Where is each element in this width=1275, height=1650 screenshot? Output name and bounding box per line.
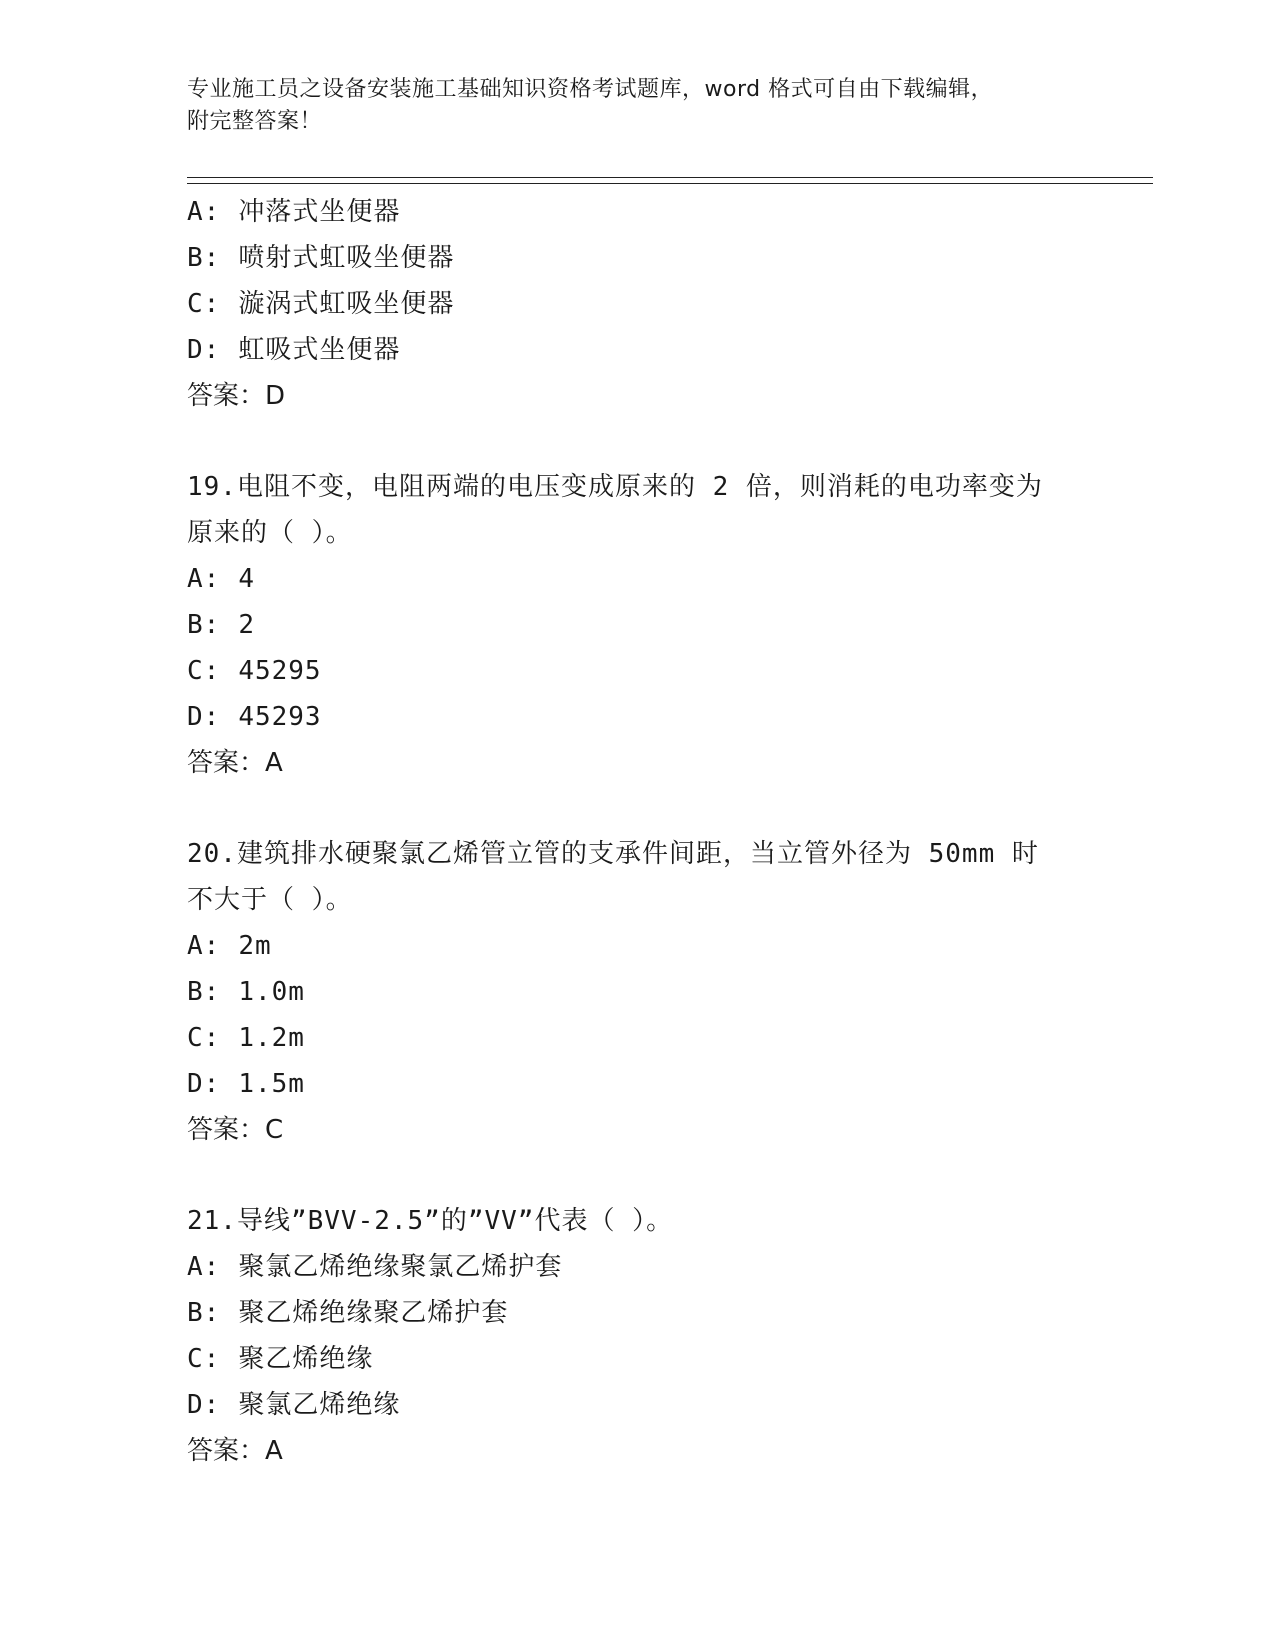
option-text: 虹吸式坐便器 (238, 335, 401, 365)
option-label: D: (187, 702, 221, 732)
option-text: 2 (238, 610, 255, 640)
option-text: 聚乙烯绝缘 (238, 1344, 374, 1374)
option-label: D: (187, 1390, 221, 1420)
option-label: C: (187, 1344, 221, 1374)
option-c (187, 648, 1147, 694)
option-label: A: (187, 931, 221, 961)
question-text-line: 21.导线”BVV-2.5”的”VV”代表（ ）。 (187, 1206, 674, 1236)
option-text: 45293 (238, 702, 322, 732)
option-label: B: (187, 1298, 221, 1328)
question-block-21 (187, 1198, 1147, 1474)
document-header (187, 74, 1067, 138)
option-label: B: (187, 977, 221, 1007)
option-text: 聚乙烯绝缘聚乙烯护套 (238, 1298, 509, 1328)
question-list (187, 189, 1147, 1474)
option-text: 1.2m (238, 1023, 305, 1053)
question-block-18 (187, 189, 1147, 419)
option-c (187, 1336, 1147, 1382)
question-text-line: 不大于（ ）。 (187, 885, 353, 915)
header-line-2: 附完整答案！ (187, 109, 323, 134)
option-text: 聚氯乙烯绝缘聚氯乙烯护套 (238, 1252, 563, 1282)
header-line-1: 专业施工员之设备安装施工基础知识资格考试题库，word 格式可自由下载编辑， (187, 77, 994, 102)
option-label: B: (187, 610, 221, 640)
question-block-19 (187, 464, 1147, 786)
question-text-line: 原来的（ ）。 (187, 518, 353, 548)
option-text: 45295 (238, 656, 322, 686)
option-a (187, 923, 1147, 969)
option-label: C: (187, 656, 221, 686)
option-a (187, 556, 1147, 602)
option-b (187, 1290, 1147, 1336)
option-b (187, 602, 1147, 648)
option-label: C: (187, 1023, 221, 1053)
answer-line: 答案：A (187, 748, 283, 778)
option-a (187, 189, 1147, 235)
option-text: 1.0m (238, 977, 305, 1007)
answer-line: 答案：C (187, 1115, 284, 1145)
option-label: A: (187, 564, 221, 594)
answer-line: 答案：A (187, 1436, 283, 1466)
option-b (187, 969, 1147, 1015)
option-d (187, 1061, 1147, 1107)
header-divider-bottom (187, 183, 1153, 184)
header-divider-top (187, 177, 1153, 178)
option-label: B: (187, 243, 221, 273)
option-label: A: (187, 1252, 221, 1282)
option-text: 2m (238, 931, 272, 961)
option-text: 冲落式坐便器 (238, 197, 401, 227)
question-block-20 (187, 831, 1147, 1153)
option-text: 喷射式虹吸坐便器 (238, 243, 455, 273)
option-label: A: (187, 197, 221, 227)
answer-line: 答案：D (187, 381, 286, 411)
option-text: 4 (238, 564, 255, 594)
option-text: 漩涡式虹吸坐便器 (238, 289, 455, 319)
option-label: D: (187, 335, 221, 365)
option-d (187, 327, 1147, 373)
option-a (187, 1244, 1147, 1290)
option-c (187, 281, 1147, 327)
question-text-line: 19.电阻不变，电阻两端的电压变成原来的 2 倍，则消耗的电功率变为 (187, 472, 1043, 502)
option-label: D: (187, 1069, 221, 1099)
option-c (187, 1015, 1147, 1061)
option-b (187, 235, 1147, 281)
option-d (187, 694, 1147, 740)
option-text: 1.5m (238, 1069, 305, 1099)
question-text-line: 20.建筑排水硬聚氯乙烯管立管的支承件间距，当立管外径为 50mm 时 (187, 839, 1039, 869)
option-d (187, 1382, 1147, 1428)
option-label: C: (187, 289, 221, 319)
option-text: 聚氯乙烯绝缘 (238, 1390, 401, 1420)
